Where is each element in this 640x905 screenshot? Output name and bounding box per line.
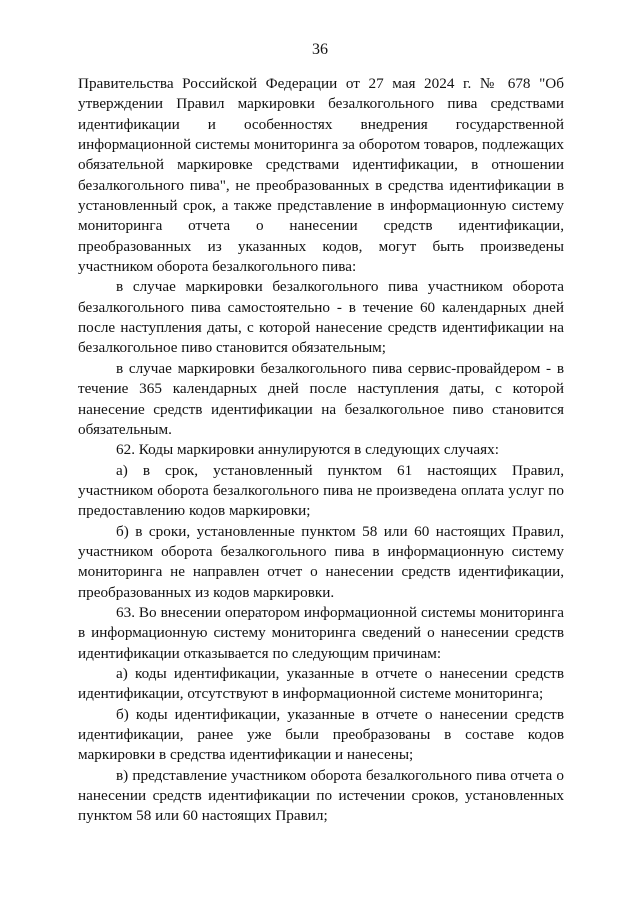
paragraph-62-a: а) в срок, установленный пунктом 61 настоящих Правил, участником оборота безалкогольного пива не произведена оплата услуг по предоставлению кодов маркировки;	[78, 461, 564, 520]
page-number: 36	[312, 41, 328, 58]
document-body	[78, 74, 564, 827]
paragraph-63-heading: 63. Во внесении оператором информационной системы мониторинга в информационную систему мониторинга сведений о нанесении средств идентификации отказывается по следующим причинам:	[78, 603, 564, 662]
paragraph-63-b: б) коды идентификации, указанные в отчете о нанесении средств идентификации, ранее уже были преобразованы в составе кодов маркировки в средства идентификации и нанесены;	[78, 705, 564, 764]
paragraph-service-provider-deadline: в случае маркировки безалкогольного пива сервис-провайдером - в течение 365 календарных дней после наступления даты, с которой нанесение средств идентификации на безалкогольное пиво становится обязательным.	[78, 359, 564, 438]
paragraph-continuation: Правительства Российской Федерации от 27 мая 2024 г. № 678 "Об утверждении Правил маркировки безалкогольного пива средствами идентификации и особенностях внедрения государственной информационной системы мониторинга за оборотом товаров, подлежащих обязательной маркировке средствами идентификации, в отношении безалкогольного пива", не преобразованных в средства идентификации в установленный срок, а также представление в информационную систему мониторинга отчета о нанесении средств идентификации, преобразованных из указанных кодов, могут быть произведены участником оборота безалкогольного пива:	[78, 75, 564, 276]
paragraph-63-v: в) представление участником оборота безалкогольного пива отчета о нанесении средств идентификации по истечении сроков, установленных пунктом 58 или 60 настоящих Правил;	[78, 766, 564, 825]
paragraph-62-b: б) в сроки, установленные пунктом 58 или 60 настоящих Правил, участником оборота безалкогольного пива в информационную систему мониторинга не направлен отчет о нанесении средств идентификации, преобразованных из кодов маркировки.	[78, 522, 564, 601]
paragraph-self-marking-deadline: в случае маркировки безалкогольного пива участником оборота безалкогольного пива самостоятельно - в течение 60 календарных дней после наступления даты, с которой нанесение средств идентификации на безалкогольное пиво становится обязательным;	[78, 278, 564, 357]
paragraph-63-a: а) коды идентификации, указанные в отчете о нанесении средств идентификации, отсутствуют в информационной системе мониторинга;	[78, 664, 564, 703]
paragraph-62-heading: 62. Коды маркировки аннулируются в следующих случаях:	[116, 441, 499, 459]
